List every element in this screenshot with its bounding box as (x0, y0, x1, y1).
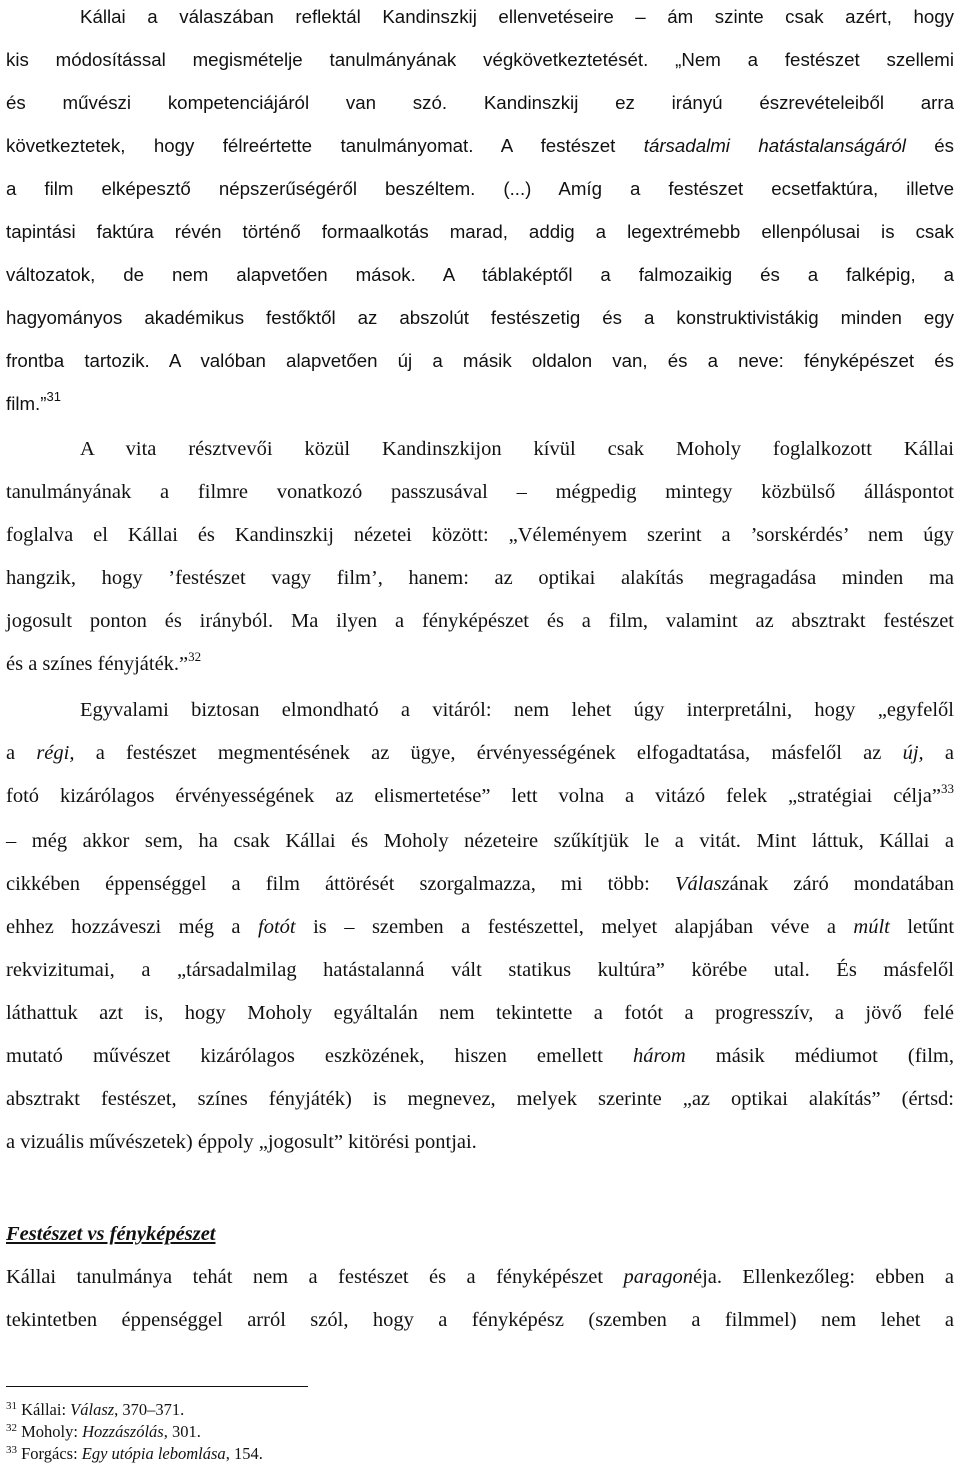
text-line: következtetek, hogy félreértette tanulmányomat. A festészet társadalmi hatástalanságáról és (6, 135, 954, 156)
text-line: tanulmányának a filmre vonatkozó passzusával – mégpedig mintegy közbülső álláspontot (6, 481, 954, 503)
text-line: kis módosítással megismételje tanulmányának végkövetkeztetését. „Nem a festészet szellemi (6, 49, 954, 70)
footnote: $^{31}$ Kállai: Válasz, 370–371. (6, 1400, 185, 1419)
text-line: Kállai a válaszában reflektál Kandinszkij ellenvetéseire – ám szinte csak azért, hogy (80, 6, 954, 27)
footnote: $^{33}$ Forgács: Egy utópia lebomlása, 154. (6, 1444, 263, 1463)
text-line: film.”$^{31}$ (6, 389, 61, 414)
footnote-title: Egy utópia lebomlása (81, 1444, 226, 1463)
text-line: foglalva el Kállai és Kandinszkij nézetei között: „Véleményem szerint a ’sorskérdés’ nem úgy (6, 524, 954, 546)
footnote-ref[interactable]: 31 (46, 389, 61, 404)
footnote-title: Hozzászólás (82, 1422, 164, 1441)
text-line: tekintetben éppenséggel arról szól, hogy a fényképész (szemben a filmmel) nem lehet a (6, 1309, 954, 1331)
emphasis: három (632, 1045, 686, 1067)
text-line: jogosult ponton és irányból. Ma ilyen a fényképészet és a film, valamint az absztrakt festészet (6, 610, 954, 632)
footnote-divider (6, 1386, 308, 1387)
text-line: – még akkor sem, ha csak Kállai és Moholy nézeteire szűkítjük le a vitát. Mint láttuk, Kállai a (6, 830, 954, 852)
emphasis: új, (902, 742, 924, 764)
footnote-number: 32 (6, 1422, 17, 1434)
text-line: fotó kizárólagos érvényességének az elismertetése” lett volna a vitázó felek „stratégiai célja”$^{33}$ (6, 781, 954, 807)
emphasis: múlt (853, 916, 890, 938)
emphasis: fotót (258, 916, 296, 938)
text-line: mutató művészet kizárólagos eszközének, hiszen emellett három másik médiumot (film, (6, 1045, 955, 1067)
text-line: láthattuk azt is, hogy Moholy egyáltalán nem tekintette a fotót a progresszív, a jövő felé (6, 1002, 954, 1024)
emphasis: társadalmi hatástalanságáról (643, 135, 906, 156)
footnote: $^{32}$ Moholy: Hozzászólás, 301. (6, 1422, 201, 1441)
text-line: hagyományos akadémikus festőktől az abszolút festészetig és a konstruktivistákig minden egy (6, 307, 954, 328)
text-line: és a színes fényjáték.”$^{32}$ (6, 649, 202, 675)
text-line: és művészi kompetenciájáról van szó. Kandinszkij ez irányú észrevételeiből arra (6, 92, 954, 113)
section-heading: Festészet vs fényképészet (6, 1223, 216, 1245)
text-line: cikkében éppenséggel a film áttörését szorgalmazza, mi több: Válaszának záró mondatában (6, 873, 954, 895)
emphasis: régi, (36, 742, 75, 764)
text-line: változatok, de nem alapvetően mások. A táblaképtől a falmozaikig és a falképig, a (6, 264, 954, 285)
text-line: Kállai tanulmánya tehát nem a festészet és a fényképészet paragonéja. Ellenkezőleg: ebben a (6, 1266, 954, 1288)
footnote-title: Válasz (70, 1400, 115, 1419)
text-line: a film elképesztő népszerűségéről beszéltem. (...) Amíg a festészet ecsetfaktúra, illetve (6, 178, 954, 199)
text-line: a régi, a festészet megmentésének az ügye, érvényességének elfogadtatása, másfelől az új, a (6, 742, 954, 764)
text-line: rekvizitumai, a „társadalmilag hatástalanná vált statikus kultúra” körébe utal. És másfelől (6, 959, 954, 981)
text-line: tapintási faktúra révén történő formaalkotás marad, addig a legextrémebb ellenpólusai is csak (6, 221, 954, 242)
footnote-number: 31 (6, 1400, 17, 1412)
text-line: hangzik, hogy ’festészet vagy film’, hanem: az optikai alakítás megragadása minden ma (6, 567, 954, 589)
text-line: frontba tartozik. A valóban alapvetően új a másik oldalon van, és a neve: fényképészet és (6, 350, 954, 371)
text-line: ehhez hozzáveszi még a fotót is – szemben a festészettel, melyet alapjában véve a múlt letűnt (6, 916, 955, 938)
text-line: absztrakt festészet, színes fényjáték) is megnevez, melyek szerinte „az optikai alakítás” (értsd: (6, 1088, 954, 1110)
text-line: A vita résztvevői közül Kandinszkijon kívül csak Moholy foglalkozott Kállai (80, 438, 954, 460)
emphasis: Válasz (674, 873, 730, 895)
footnote-ref[interactable]: 33 (941, 781, 954, 796)
text-line: Egyvalami biztosan elmondható a vitáról: nem lehet úgy interpretálni, hogy „egyfelől (80, 699, 954, 721)
emphasis: paragon (623, 1266, 693, 1288)
text-line: a vizuális művészetek) éppoly „jogosult” kitörési pontjai. (6, 1131, 477, 1153)
footnote-ref[interactable]: 32 (188, 649, 202, 664)
footnote-number: 33 (6, 1444, 17, 1456)
